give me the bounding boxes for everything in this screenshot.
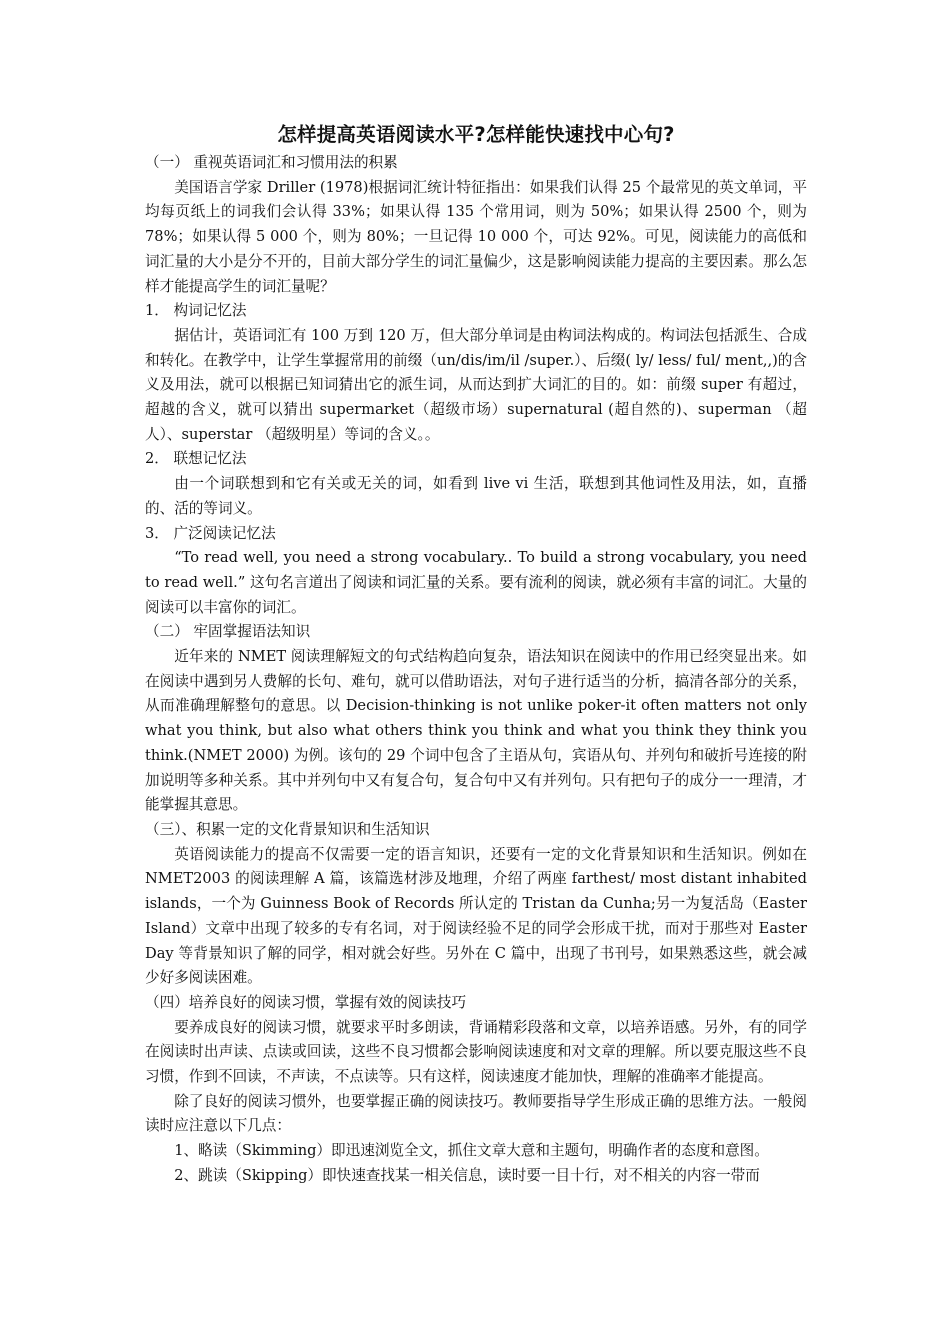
page-title: 怎样提高英语阅读水平?怎样能快速找中心句? — [277, 123, 675, 146]
paragraph: 要养成良好的阅读习惯，就要求平时多朗读，背诵精彩段落和文章，以培养语感。另外，有的同学在阅读时出声读、点读或回读，这些不良习惯都会影响阅读速度和对文章的理解。所以要克服这些不良习惯，作到不回读，不声读，不点读等。只有这样，阅读速度才能加快，理解的准确率才能提高。 — [145, 1018, 807, 1086]
paragraph: 美国语言学家 Driller (1978)根据词汇统计特征指出：如果我们认得 25 个最常见的英文单词，平均每页纸上的词我们会认得 33%；如果认得 135 个常用词，则为 50%；如果认得 2500 个，则为 78%；如果认得 5 000 个，则为 80%；一旦记得 10 000 个，可达 92%。可见，阅读能力的高低和词汇量的大小是分不开的，目前大部分学生的词汇量偏少，这是影响阅读能力提高的主要因素。那么怎样才能提高学生的词汇量呢？ — [145, 178, 807, 295]
section-heading: （一） 重视英语词汇和习惯用法的积累 — [145, 154, 398, 171]
section-heading: （二） 牢固掌握语法知识 — [145, 623, 311, 641]
paragraph: 据估计，英语词汇有 100 万到 120 万，但大部分单词是由构词法构成的。构词法包括派生、合成和转化。在教学中，让学生掌握常用的前缀（un/dis/im/il /super.）、后缀( ly/ less/ ful/ ment,,)的含义及用法，就可以根据已知词猜出它的派生词，从而达到扩大词汇的目的。如：前缀 super 有超过，超越的含义，就可以猜出 supermarket（超级市场）supernatural (超自然的)、superman （超人）、superstar （超级明星）等词的含义。。 — [145, 326, 807, 443]
document-text — [145, 151, 807, 1189]
subsection-heading: 2． 联想记忆法 — [145, 450, 247, 468]
subsection-heading: 3． 广泛阅读记忆法 — [145, 524, 276, 542]
paragraph: 由一个词联想到和它有关或无关的词，如看到 live vi 生活，联想到其他词性及用法，如，直播的、活的等词义。 — [145, 475, 807, 517]
section-heading: （三）、积累一定的文化背景知识和生活知识 — [145, 820, 430, 838]
list-item: 2、跳读（Skipping）即快速查找某一相关信息，读时要一目十行，对不相关的内容一带而 — [174, 1166, 760, 1184]
subsection-heading: 1． 构词记忆法 — [145, 302, 247, 320]
paragraph: 近年来的 NMET 阅读理解短文的句式结构趋向复杂，语法知识在阅读中的作用已经突显出来。如在阅读中遇到另人费解的长句、难句，就可以借助语法，对句子进行适当的分析，搞清各部分的关系，从而准确理解整句的意思。以 Decision-thinking is not unlike poker-it often matters not only what you think, but also what others think you think and what you think they think you think.(NMET 2000) 为例。该句的 29 个词中包含了主语从句，宾语从句、并列句和破折号连接的附加说明等多种关系。其中并列句中又有复合句，复合句中又有并列句。只有把句子的成分一一理清，才能掌握其意思。 — [145, 648, 807, 814]
document-body — [145, 119, 807, 1189]
paragraph: 除了良好的阅读习惯外，也要掌握正确的阅读技巧。教师要指导学生形成正确的思维方法。一般阅读时应注意以下几点： — [145, 1092, 807, 1135]
list-item: 1、略读（Skimming）即迅速浏览全文，抓住文章大意和主题句，明确作者的态度和意图。 — [174, 1142, 769, 1160]
section-heading: （四）培养良好的阅读习惯，掌握有效的阅读技巧 — [145, 993, 467, 1011]
paragraph: “To read well, you need a strong vocabulary.. To build a strong vocabulary, you need to read well.” 这句名言道出了阅读和词汇量的关系。要有流利的阅读，就必须有丰富的词汇。大量的阅读可以丰富你的词汇。 — [145, 549, 807, 616]
paragraph: 英语阅读能力的提高不仅需要一定的语言知识，还要有一定的文化背景知识和生活知识。例如在 NMET2003 的阅读理解 A 篇，该篇选材涉及地理，介绍了两座 farthest/ most distant inhabited islands，一个为 Guinness Book of Records 所认定的 Tristan da Cunha;另一为复活岛（Easter Island）文章中出现了较多的专有名词，对于阅读经验不足的同学会形成干扰，而对于那些对 Easter Day 等背景知识了解的同学，相对就会好些。另外在 C 篇中，出现了书刊号，如果熟悉这些，就会减少好多阅读困难。 — [145, 845, 807, 987]
